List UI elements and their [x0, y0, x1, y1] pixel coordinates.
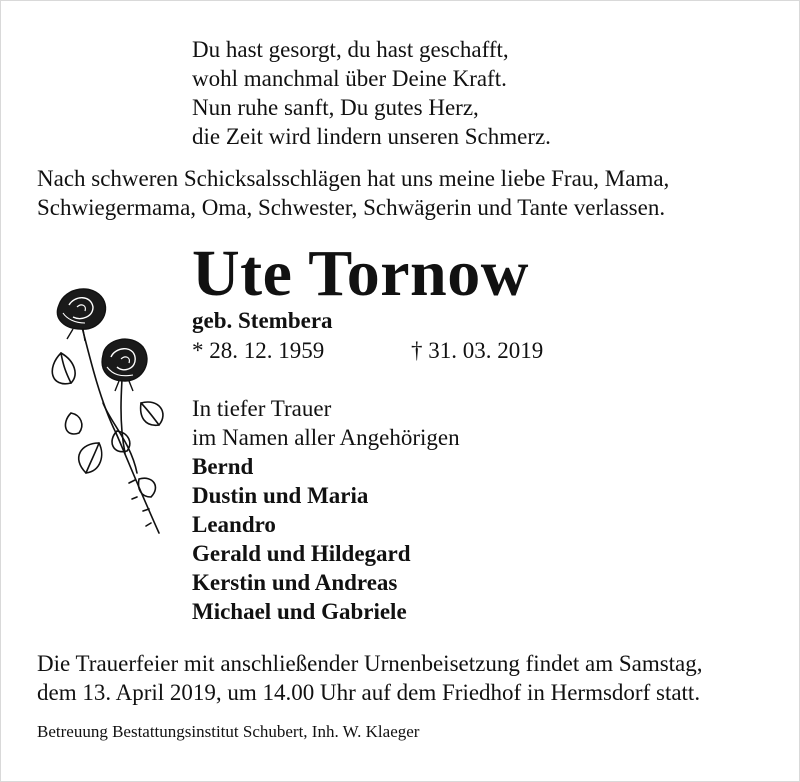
intro-text — [37, 164, 777, 222]
life-dates — [192, 337, 544, 365]
rose-illustration-icon — [41, 283, 173, 543]
mourners-list — [192, 394, 460, 626]
mourner-name: Michael und Gabriele — [192, 599, 407, 624]
mourner-name: Dustin und Maria — [192, 483, 369, 508]
mourner-name: Leandro — [192, 512, 276, 537]
mourner-name: Gerald und Hildegard — [192, 541, 411, 566]
poem-line: die Zeit wird lindern unseren Schmerz. — [192, 124, 551, 149]
birth-date: * 28. 12. 1959 — [192, 338, 325, 363]
poem — [192, 35, 551, 151]
poem-line: Du hast gesorgt, du hast geschafft, — [192, 37, 509, 62]
ceremony-line: Die Trauerfeier mit anschließender Urnenbeisetzung findet am Samstag, — [37, 651, 703, 676]
poem-line: Nun ruhe sanft, Du gutes Herz, — [192, 95, 479, 120]
ceremony-line: dem 13. April 2019, um 14.00 Uhr auf dem Friedhof in Hermsdorf statt. — [37, 680, 701, 705]
mourners-intro-line: im Namen aller Angehörigen — [192, 425, 460, 450]
funeral-home-credit: Betreuung Bestattungsinstitut Schubert, Inh. W. Klaeger — [37, 722, 420, 741]
maiden-name: geb. Stembera — [192, 308, 333, 333]
ceremony-info — [37, 649, 703, 707]
mourner-name: Kerstin und Andreas — [192, 570, 398, 595]
mourner-name: Bernd — [192, 454, 254, 479]
poem-line: wohl manchmal über Deine Kraft. — [192, 66, 507, 91]
deceased-name: Ute Tornow — [192, 237, 529, 310]
intro-line: Schwiegermama, Oma, Schwester, Schwägerin und Tante verlassen. — [37, 195, 666, 220]
mourners-intro-line: In tiefer Trauer — [192, 396, 332, 421]
death-date: † 31. 03. 2019 — [411, 338, 544, 363]
intro-line: Nach schweren Schicksalsschlägen hat uns meine liebe Frau, Mama, — [37, 166, 670, 191]
